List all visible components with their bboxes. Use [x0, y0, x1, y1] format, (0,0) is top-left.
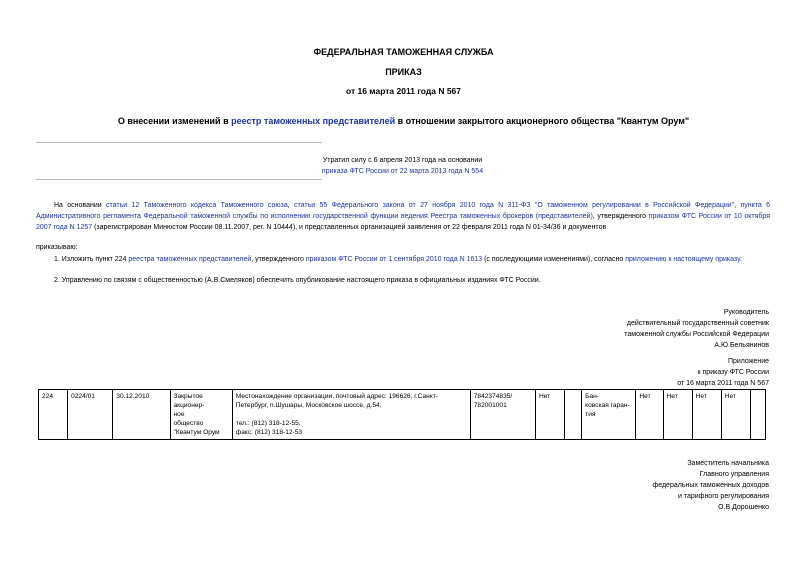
signature-deputy-line-3: федеральных таможенных доходов [652, 482, 769, 489]
agency-title: ФЕДЕРАЛЬНАЯ ТАМОЖЕННАЯ СЛУЖБА [313, 47, 494, 57]
signature-head-name: А.Ю.Бельянинов [714, 342, 769, 349]
signature-deputy-line-2: Главного управления [699, 471, 769, 478]
order-item-2: 2. Управлению по связям с общественностью (А.В.Смеляков) обеспечить опубликование настоящего приказа в официальных изданиях ФТС России. [54, 277, 541, 284]
cell-date: 30.12.2010 [113, 390, 170, 440]
table-row [39, 390, 766, 440]
signature-head-line-2: действительный государственный советник [626, 320, 769, 327]
title-post: в отношении закрытого акционерного общества "Квантум Орум" [395, 116, 690, 126]
status-link[interactable]: приказа ФТС России от 22 марта 2013 года N 554 [321, 168, 484, 175]
doc-type: ПРИКАЗ [385, 67, 422, 77]
item1-text-2: , утвержденного [251, 256, 306, 263]
link-admin-regulation[interactable]: пункта 6 Административного регламента Федеральной таможенной службы по исполнению государственной функции ведения Реестра таможенных брокеров (представителей) [36, 202, 770, 220]
link-order-1613[interactable]: приказом ФТС России от 1 сентября 2010 года N 1613 [305, 256, 483, 263]
preamble-text-5: (зарегистрирован Минюстом России 08.11.2007, рег. N 10444), и представленных организацией заявления от 22 февраля 2011 года N 01-34/36 и документов [92, 224, 607, 231]
preamble-text-3: , [734, 202, 741, 209]
link-customs-code-article[interactable]: статьи 12 Таможенного кодекса Таможенного союза [106, 202, 288, 209]
doc-date-number: от 16 марта 2011 года N 567 [345, 86, 462, 96]
item1-text-3: (с последующими изменениями), согласно [482, 256, 626, 263]
cell-flag-4: Нет [692, 390, 721, 440]
signature-head-line-1: Руководитель [723, 309, 769, 316]
appendix-line-2: к приказу ФТС России [697, 369, 769, 376]
link-appendix[interactable]: приложению к настоящему приказу [625, 256, 740, 263]
cell-empty-2 [750, 390, 765, 440]
order-item-1 [54, 254, 742, 265]
signature-deputy-line-1: Заместитель начальника [687, 460, 769, 467]
registry-table [38, 389, 766, 440]
cell-flag-1: Нет [536, 390, 565, 440]
cell-address: Местонахождение организации, почтовый адрес: 196626, г.Санкт-Петербург, п.Шушары, Московское шоссе, д.54; тел.: (812) 318-12-55, факс: (812) 318-12-53 [232, 390, 470, 440]
cell-item-number: 224 [39, 390, 68, 440]
order-word: приказываю: [36, 244, 78, 251]
appendix-line-3: от 16 марта 2011 года N 567 [677, 380, 769, 387]
cell-flag-2: Нет [636, 390, 663, 440]
divider-top [36, 142, 322, 143]
cell-flag-5: Нет [721, 390, 750, 440]
title-pre: О внесении изменений в [117, 116, 232, 126]
cell-flag-3: Нет [663, 390, 692, 440]
appendix-header [677, 356, 769, 389]
signature-deputy-name: О.В.Дорошенко [718, 504, 769, 511]
status-note [300, 155, 505, 177]
signature-deputy-line-4: и тарифного регулирования [678, 493, 769, 500]
link-order-1257[interactable]: приказом ФТС России от 10 октября 2007 года N 1257 [36, 213, 770, 231]
title-link-registry[interactable]: реестр таможенных представителей [231, 116, 396, 126]
item1-text-4: . [739, 256, 742, 263]
preamble-text-4: , утвержденного [592, 213, 649, 220]
cell-reg-number: 0224/01 [68, 390, 113, 440]
cell-org-name: Закрытое акционер- ное общество "Квантум Орум [170, 390, 232, 440]
preamble-paragraph [36, 200, 770, 233]
item1-text-1: 1. Изложить пункт 224 [54, 256, 129, 263]
cell-guarantee: Бан- ковская гаран- тия [582, 390, 636, 440]
preamble-text-1: На основании [54, 202, 106, 209]
appendix-line-1: Приложение [727, 358, 769, 365]
signature-head-line-3: таможенной службы Российской Федерации [624, 331, 769, 338]
link-registry[interactable]: реестра таможенных представителей [128, 256, 252, 263]
divider-bottom [36, 179, 322, 180]
preamble-text-2: , [287, 202, 295, 209]
signature-deputy [652, 458, 769, 513]
cell-inn-kpp: 7842374835/ 782001001 [470, 390, 535, 440]
status-line: Утратил силу с 6 апреля 2013 года на основании [322, 157, 483, 164]
doc-title [0, 116, 807, 126]
signature-head [624, 307, 769, 351]
cell-empty-1 [565, 390, 582, 440]
link-federal-law-article[interactable]: статьи 55 Федерального закона от 27 ноября 2010 года N 311-ФЗ "О таможенном регулировании в Российской Федерации" [294, 202, 735, 209]
